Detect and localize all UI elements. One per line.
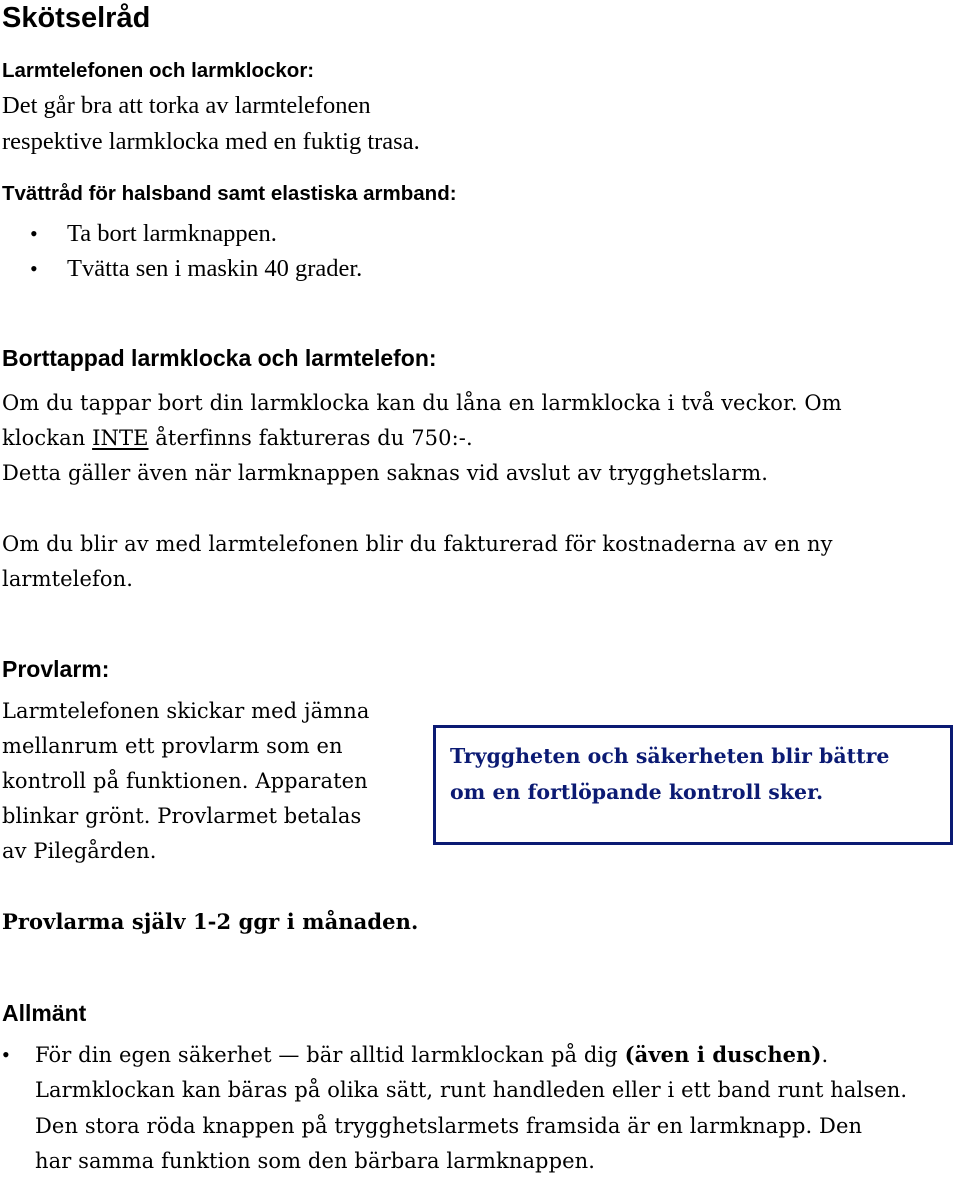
- bullet-icon: •: [30, 256, 38, 281]
- test-alarm-line-3: kontroll på funktionen. Apparaten: [2, 769, 368, 793]
- emphasis-not: INTE: [92, 426, 149, 450]
- general-line-3: Den stora röda knappen på trygghetslarmets framsida är en larmknapp. Den: [35, 1114, 863, 1138]
- callout-box: [433, 725, 953, 845]
- test-alarm-line-5: av Pilegården.: [2, 839, 157, 863]
- callout-text: [450, 738, 889, 810]
- care-heading: Larmtelefonen och larmklockor:: [2, 59, 315, 82]
- general-line-2: Larmklockan kan bäras på olika sätt, runt handleden eller i ett band runt halsen.: [35, 1078, 908, 1102]
- lost-line-2: klockan INTE återfinns faktureras du 750:-.: [2, 426, 473, 450]
- washing-item-1: Ta bort larmknappen.: [67, 220, 277, 247]
- callout-line-2: om en fortlöpande kontroll sker.: [450, 780, 824, 804]
- general-heading: Allmänt: [2, 1000, 87, 1026]
- page-title: Skötselråd: [2, 2, 151, 34]
- lost-line-3: Detta gäller även när larmknappen saknas vid avslut av trygghetslarm.: [2, 461, 769, 485]
- care-line-1: Det går bra att torka av larmtelefonen: [2, 92, 371, 119]
- care-line-2: respektive larmklocka med en fuktig trasa.: [2, 128, 420, 155]
- test-alarm-line-1: Larmtelefonen skickar med jämna: [2, 699, 370, 723]
- general-line-1: För din egen säkerhet — bär alltid larmklockan på dig (även i duschen).: [35, 1042, 829, 1067]
- bullet-icon: •: [2, 1042, 10, 1067]
- shower-emphasis: (även i duschen): [624, 1042, 822, 1067]
- washing-item-2: Tvätta sen i maskin 40 grader.: [67, 255, 363, 282]
- washing-heading: Tvättråd för halsband samt elastiska armband:: [2, 182, 457, 205]
- general-line-4: har samma funktion som den bärbara larmknappen.: [35, 1149, 596, 1173]
- test-alarm-line-4: blinkar grönt. Provlarmet betalas: [2, 804, 362, 828]
- test-alarm-line-2: mellanrum ett provlarm som en: [2, 734, 343, 758]
- callout-line-1: Tryggheten och säkerheten blir bättre: [450, 744, 890, 768]
- lost-line-1: Om du tappar bort din larmklocka kan du låna en larmklocka i två veckor. Om: [2, 391, 842, 415]
- lost-para2-line-2: larmtelefon.: [2, 567, 134, 591]
- lost-heading: Borttappad larmklocka och larmtelefon:: [2, 345, 437, 371]
- lost-para2-line-1: Om du blir av med larmtelefonen blir du fakturerad för kostnaderna av en ny: [2, 532, 833, 556]
- bullet-icon: •: [30, 221, 38, 246]
- test-alarm-emphasis: Provlarma själv 1-2 ggr i månaden.: [2, 909, 419, 934]
- test-alarm-heading: Provlarm:: [2, 656, 110, 682]
